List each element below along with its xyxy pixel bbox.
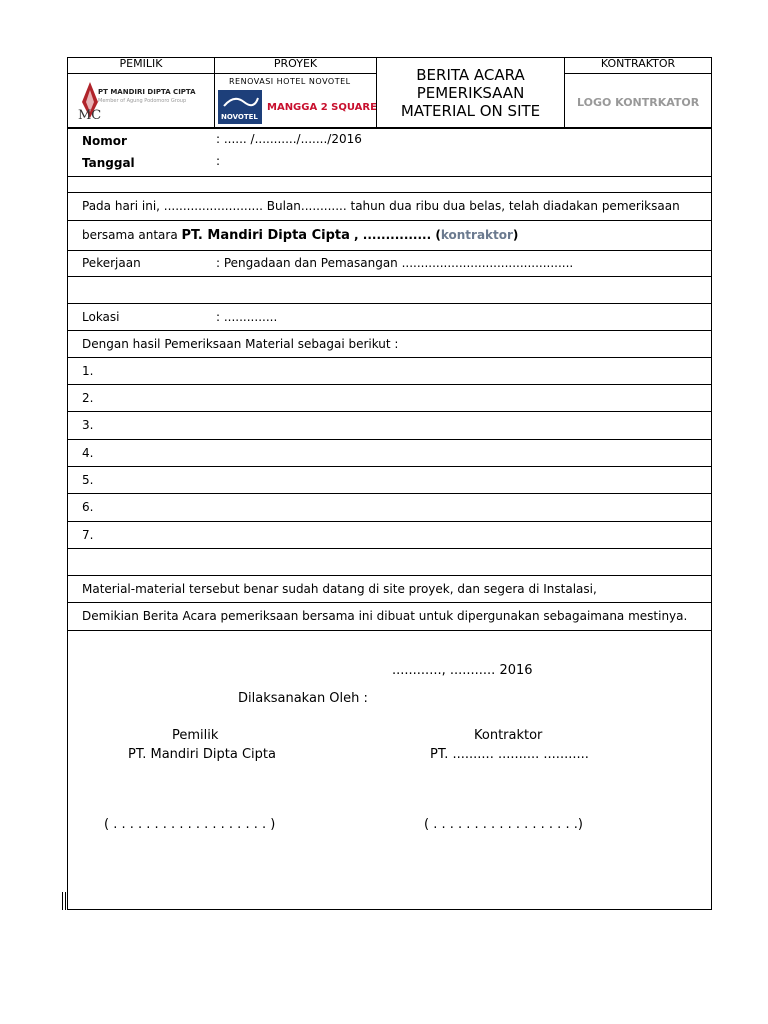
novotel-logo (218, 90, 262, 124)
owner-logo-sub: Member of Agung Podomoro Group (98, 98, 187, 104)
pekerjaan-label: Pekerjaan (82, 256, 141, 270)
list-item (68, 384, 711, 411)
item-number: 1. (82, 364, 94, 378)
intro-text: Pada hari ini, .......................... Bulan............ tahun dua ribu dua belas, telah diadakan pemeriksaan (82, 199, 680, 213)
title-line-3: MATERIAL ON SITE (400, 102, 541, 120)
hasil-text: Dengan hasil Pemeriksaan Material sebagai berikut : (82, 337, 399, 351)
margin-mark (65, 892, 66, 910)
bersama-company: PT. Mandiri Dipta Cipta (181, 228, 350, 243)
signature-block (68, 630, 711, 910)
list-item (68, 357, 711, 384)
demikian-row (68, 602, 711, 630)
contractor-logo-cell (564, 73, 711, 128)
list-item (68, 521, 711, 548)
pemilik-header-label: PEMILIK (68, 58, 215, 74)
pemilik-title: Pemilik (172, 728, 219, 743)
material-text: Material-material tersebut benar sudah datang di site proyek, dan segera di Instalasi, (82, 582, 597, 596)
dilaksanakan-label: Dilaksanakan Oleh : (238, 691, 368, 706)
bersama-prefix: bersama antara (82, 228, 182, 242)
title-line-2: PEMERIKSAAN (416, 84, 525, 102)
document-title (376, 58, 565, 128)
kontraktor-title: Kontraktor (474, 728, 543, 743)
list-item (68, 493, 711, 521)
nomor-value: : ...... /.........../......./2016 (216, 132, 362, 146)
bersama-close: ) (512, 228, 519, 242)
bersama-row (68, 220, 711, 250)
blank-row (68, 176, 711, 192)
material-row (68, 575, 711, 602)
lokasi-row (68, 303, 711, 330)
kontraktor-signature-line: ( . . . . . . . . . . . . . . . . . .) (424, 817, 583, 832)
novotel-wave-icon (218, 90, 262, 114)
bersama-text (82, 228, 518, 243)
pemilik-company: PT. Mandiri Dipta Cipta (128, 747, 276, 762)
proyek-header-label: PROYEK (214, 58, 377, 74)
contractor-logo-placeholder: LOGO KONTRKATOR (577, 96, 700, 109)
pekerjaan-row (68, 250, 711, 276)
tanggal-value: : (216, 154, 221, 168)
item-number: 6. (82, 500, 94, 514)
item-number: 7. (82, 528, 94, 542)
meta-row (68, 128, 711, 176)
item-number: 4. (82, 446, 94, 460)
item-number: 2. (82, 391, 94, 405)
lokasi-label: Lokasi (82, 310, 120, 324)
hasil-row (68, 330, 711, 357)
intro-row (68, 192, 711, 220)
kontraktor-company: PT. .......... .......... ........... (430, 747, 589, 762)
tanggal-label: Tanggal (82, 156, 135, 170)
kontraktor-header-label: KONTRAKTOR (564, 58, 711, 74)
date-line: ............, ........... 2016 (392, 663, 533, 678)
novotel-text: NOVOTEL (221, 113, 258, 121)
pemilik-signature-line: ( . . . . . . . . . . . . . . . . . . . ) (104, 817, 276, 832)
item-number: 5. (82, 473, 94, 487)
blank-row (68, 276, 711, 303)
pekerjaan-value: : Pengadaan dan Pemasangan ............................................. (216, 256, 574, 270)
list-item (68, 411, 711, 439)
project-cell (214, 73, 377, 128)
blank-row (68, 548, 711, 575)
bersama-kontraktor: kontraktor (440, 228, 513, 242)
margin-mark (62, 892, 63, 910)
lokasi-value: : .............. (216, 310, 278, 324)
berita-acara-form (67, 57, 712, 910)
owner-logo-text: PT MANDIRI DIPTA CIPTA (98, 88, 196, 96)
project-name: RENOVASI HOTEL NOVOTEL (229, 77, 351, 86)
form-header (68, 58, 711, 128)
list-item (68, 439, 711, 466)
owner-logo-cell (68, 73, 215, 128)
item-number: 3. (82, 418, 94, 432)
demikian-text: Demikian Berita Acara pemeriksaan bersama ini dibuat untuk dipergunakan sebagaimana mestinya. (82, 609, 688, 623)
nomor-label: Nomor (82, 134, 127, 148)
mangga-logo-text: MANGGA 2 SQUARE (267, 102, 377, 113)
title-line-1: BERITA ACARA (416, 66, 525, 84)
owner-logo-mark: MC (78, 108, 102, 123)
list-item (68, 466, 711, 493)
bersama-dots: , ............... ( (349, 228, 441, 242)
